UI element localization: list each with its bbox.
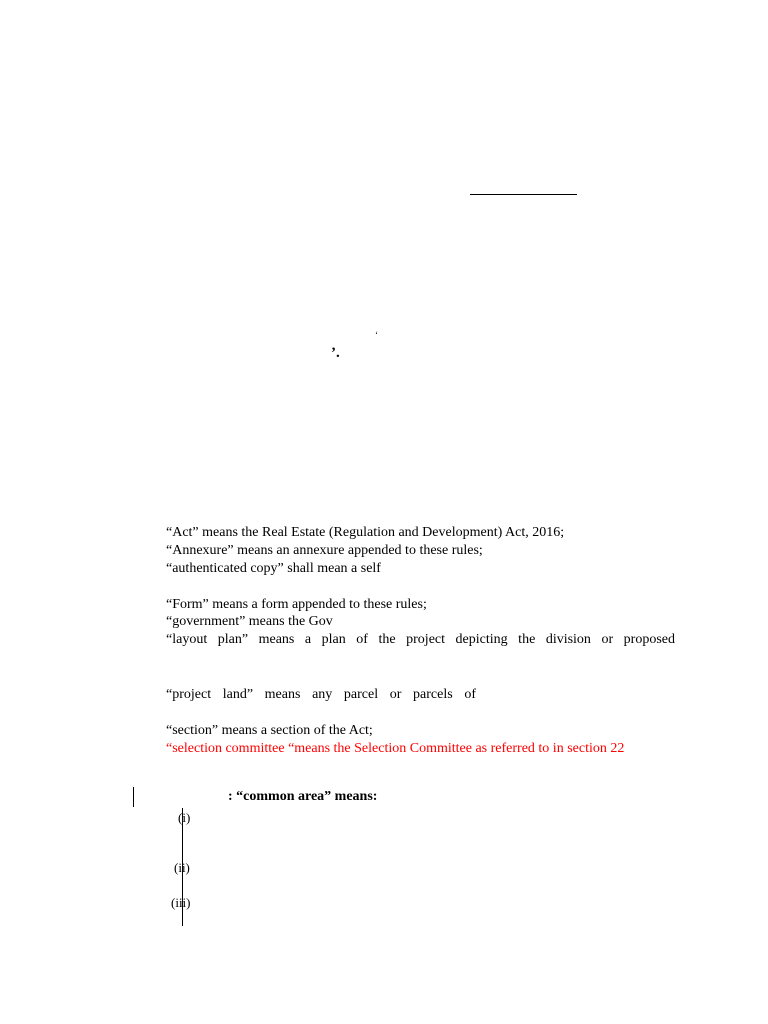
text-cursor: [133, 787, 134, 807]
roman-item-i: (i): [178, 810, 191, 825]
definition-authenticated-copy[interactable]: “authenticated copy” shall mean a self: [166, 561, 381, 576]
definition-government[interactable]: “government” means the Gov: [166, 614, 333, 629]
common-area-heading[interactable]: : “common area” means:: [228, 789, 378, 804]
roman-item-iii: (iii): [171, 895, 191, 910]
definition-layout-plan[interactable]: “layout plan” means a plan of the project depicting the division or proposed: [166, 632, 675, 647]
signature-rule: [470, 194, 577, 195]
definition-form[interactable]: “Form” means a form appended to these rules;: [166, 597, 427, 612]
definition-annexure[interactable]: “Annexure” means an annexure appended to these rules;: [166, 543, 483, 558]
stray-punctuation: ’.: [331, 345, 340, 361]
roman-item-ii: (ii): [174, 860, 190, 875]
definition-selection-committee[interactable]: “selection committee “means the Selection Committee as referred to in section 22: [166, 741, 625, 756]
definition-section[interactable]: “section” means a section of the Act;: [166, 723, 373, 738]
definition-project-land[interactable]: “project land” means any parcel or parcels of: [166, 687, 476, 702]
stray-quote-mark: ‘: [375, 330, 378, 340]
definition-act[interactable]: “Act” means the Real Estate (Regulation and Development) Act, 2016;: [166, 525, 565, 540]
